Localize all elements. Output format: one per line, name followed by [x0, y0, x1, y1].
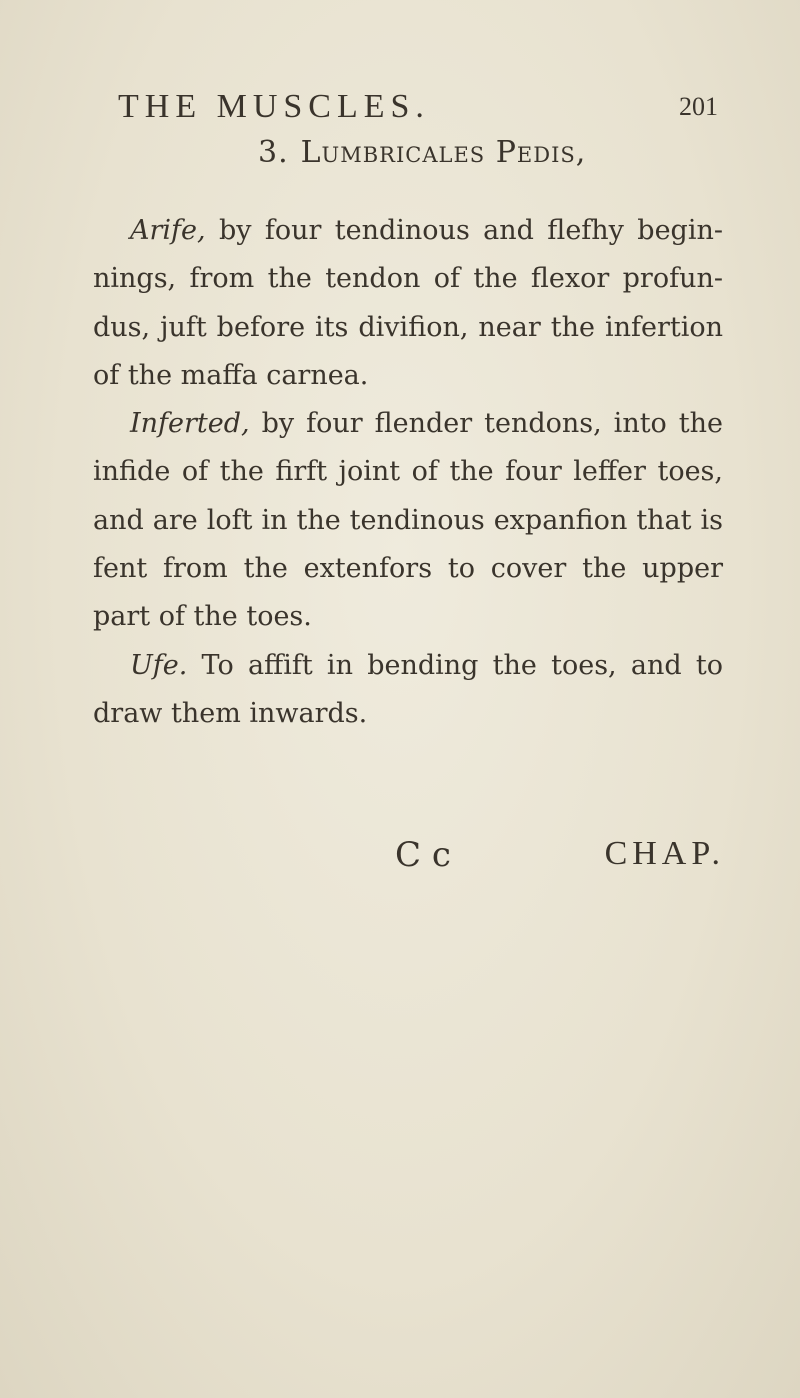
footer-line: [395, 835, 725, 885]
catchword: CHAP.: [604, 835, 725, 872]
running-title: THE MUSCLES.: [118, 88, 430, 125]
paragraph-text: To affift in bending the toes, and to draw them inwards.: [93, 649, 723, 729]
paragraph-text: by four flender tendons, into the infide of the firft joint of the four leffer toes, and are loft in the tendinous expanfion that is fent from the extenfors to cover the upper part of the toes.: [93, 408, 723, 633]
paragraph-insertion: [93, 400, 723, 641]
page-number: 201: [679, 92, 718, 121]
paragraph-lead: Inferted,: [130, 408, 250, 440]
section-number: 3.: [258, 135, 289, 170]
signature-mark: C c: [395, 835, 451, 875]
section-title: Lumbricales Pedis,: [300, 135, 587, 170]
running-head: [118, 88, 718, 132]
paragraph-text: by four tendinous and flefhy begin-nings, from the tendon of the flexor profun-dus, juft before its divifion, near the infertion of the maffa carnea.: [93, 215, 723, 391]
section-heading: [258, 135, 718, 170]
paragraph-lead: Ufe.: [130, 649, 188, 681]
paragraph-lead: Arife,: [130, 215, 206, 246]
paragraph-origin: [93, 207, 723, 400]
body-text: [93, 207, 723, 738]
paragraph-use: [93, 642, 723, 739]
